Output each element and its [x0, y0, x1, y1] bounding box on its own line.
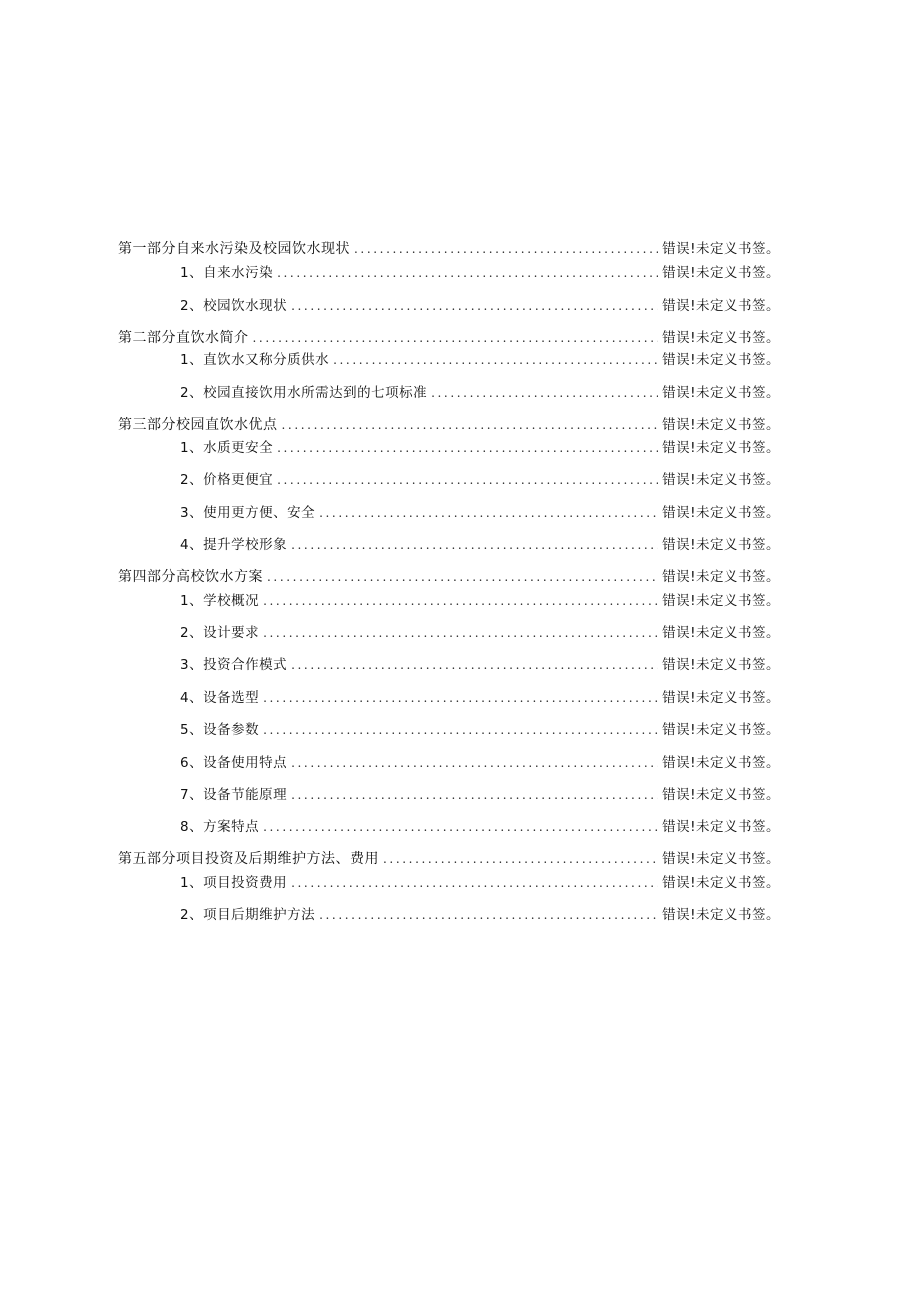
toc-entry-5-1[interactable]: [180, 872, 780, 894]
toc-entry-page-ref: 错误!未定义书签。: [662, 298, 780, 314]
toc-entry-page-ref: 错误!未定义书签。: [662, 755, 780, 771]
toc-entry-page-ref: 错误!未定义书签。: [662, 875, 780, 891]
toc-entry-page-ref: 错误!未定义书签。: [662, 265, 780, 281]
toc-entry-page-ref: 错误!未定义书签。: [662, 851, 780, 867]
toc-entry-4-7[interactable]: [180, 784, 780, 806]
toc-dot-leader: [263, 590, 658, 612]
toc-entry-page-ref: 错误!未定义书签。: [662, 690, 780, 706]
toc-entry-title: 8、方案特点: [180, 819, 260, 835]
toc-entry-title: 5、设备参数: [180, 722, 260, 738]
toc-entry-title: 3、投资合作模式: [180, 657, 288, 673]
toc-entry-page-ref: 错误!未定义书签。: [662, 625, 780, 641]
toc-entry-2-1[interactable]: [180, 349, 780, 371]
toc-entry-title: 4、提升学校形象: [180, 537, 288, 553]
toc-dot-leader: [383, 848, 658, 870]
toc-entry-4-4[interactable]: [180, 687, 780, 709]
toc-entry-title: 7、设备节能原理: [180, 787, 288, 803]
toc-dot-leader: [253, 327, 659, 349]
toc-entry-page-ref: 错误!未定义书签。: [662, 330, 780, 346]
toc-dot-leader: [267, 566, 658, 588]
toc-dot-leader: [319, 904, 658, 926]
toc-entry-page-ref: 错误!未定义书签。: [662, 505, 780, 521]
toc-entry-3-1[interactable]: [180, 437, 780, 459]
toc-entry-page-ref: 错误!未定义书签。: [662, 569, 780, 585]
toc-entry-page-ref: 错误!未定义书签。: [662, 593, 780, 609]
toc-entry-title: 第五部分项目投资及后期维护方法、费用: [118, 851, 379, 867]
toc-entry-4-5[interactable]: [180, 719, 780, 741]
toc-entry-title: 1、项目投资费用: [180, 875, 288, 891]
toc-entry-title: 1、直饮水又称分质供水: [180, 352, 330, 368]
toc-entry-title: 1、自来水污染: [180, 265, 274, 281]
toc-entry-4-6[interactable]: [180, 752, 780, 774]
toc-entry-title: 4、设备选型: [180, 690, 260, 706]
toc-entry-page-ref: 错误!未定义书签。: [662, 385, 780, 401]
toc-dot-leader: [263, 816, 658, 838]
toc-dot-leader: [319, 502, 658, 524]
toc-entry-title: 第一部分自来水污染及校园饮水现状: [118, 241, 350, 257]
toc-entry-title: 2、校园饮水现状: [180, 298, 288, 314]
toc-entry-page-ref: 错误!未定义书签。: [662, 417, 780, 433]
toc-entry-page-ref: 错误!未定义书签。: [662, 787, 780, 803]
toc-entry-title: 1、学校概况: [180, 593, 260, 609]
toc-entry-page-ref: 错误!未定义书签。: [662, 241, 780, 257]
toc-dot-leader: [291, 295, 658, 317]
toc-entry-title: 3、使用更方便、安全: [180, 505, 316, 521]
toc-entry-3-2[interactable]: [180, 469, 780, 491]
toc-entry-page-ref: 错误!未定义书签。: [662, 819, 780, 835]
toc-entry-title: 6、设备使用特点: [180, 755, 288, 771]
toc-entry-part-4[interactable]: [118, 566, 780, 588]
toc-entry-title: 第二部分直饮水简介: [118, 330, 249, 346]
toc-entry-part-2[interactable]: [118, 327, 780, 349]
toc-entry-page-ref: 错误!未定义书签。: [662, 440, 780, 456]
toc-entry-title: 2、项目后期维护方法: [180, 907, 316, 923]
toc-dot-leader: [277, 469, 658, 491]
toc-entry-part-1[interactable]: [118, 238, 780, 260]
toc-entry-part-3[interactable]: [118, 414, 780, 436]
toc-dot-leader: [291, 784, 658, 806]
toc-dot-leader: [291, 654, 658, 676]
toc-entry-title: 2、设计要求: [180, 625, 260, 641]
toc-entry-4-3[interactable]: [180, 654, 780, 676]
toc-dot-leader: [354, 238, 658, 260]
toc-entry-page-ref: 错误!未定义书签。: [662, 472, 780, 488]
toc-entry-page-ref: 错误!未定义书签。: [662, 537, 780, 553]
toc-dot-leader: [277, 262, 658, 284]
toc-entry-5-2[interactable]: [180, 904, 780, 926]
toc-dot-leader: [333, 349, 658, 371]
toc-dot-leader: [263, 622, 658, 644]
toc-dot-leader: [282, 414, 659, 436]
toc-dot-leader: [263, 687, 658, 709]
toc-entry-page-ref: 错误!未定义书签。: [662, 907, 780, 923]
toc-dot-leader: [291, 534, 658, 556]
toc-dot-leader: [291, 872, 658, 894]
toc-entry-part-5[interactable]: [118, 848, 780, 870]
toc-entry-page-ref: 错误!未定义书签。: [662, 352, 780, 368]
toc-entry-page-ref: 错误!未定义书签。: [662, 722, 780, 738]
toc-entry-4-8[interactable]: [180, 816, 780, 838]
toc-entry-3-4[interactable]: [180, 534, 780, 556]
toc-entry-title: 1、水质更安全: [180, 440, 274, 456]
toc-entry-1-2[interactable]: [180, 295, 780, 317]
toc-dot-leader: [291, 752, 658, 774]
toc-entry-page-ref: 错误!未定义书签。: [662, 657, 780, 673]
toc-entry-4-1[interactable]: [180, 590, 780, 612]
toc-entry-2-2[interactable]: [180, 382, 780, 404]
toc-entry-4-2[interactable]: [180, 622, 780, 644]
toc-entry-3-3[interactable]: [180, 502, 780, 524]
toc-dot-leader: [263, 719, 658, 741]
toc-dot-leader: [431, 382, 658, 404]
toc-entry-title: 2、价格更便宜: [180, 472, 274, 488]
toc-entry-1-1[interactable]: [180, 262, 780, 284]
toc-entry-title: 2、校园直接饮用水所需达到的七项标准: [180, 385, 428, 401]
toc-entry-title: 第三部分校园直饮水优点: [118, 417, 278, 433]
toc-entry-title: 第四部分高校饮水方案: [118, 569, 263, 585]
toc-dot-leader: [277, 437, 658, 459]
